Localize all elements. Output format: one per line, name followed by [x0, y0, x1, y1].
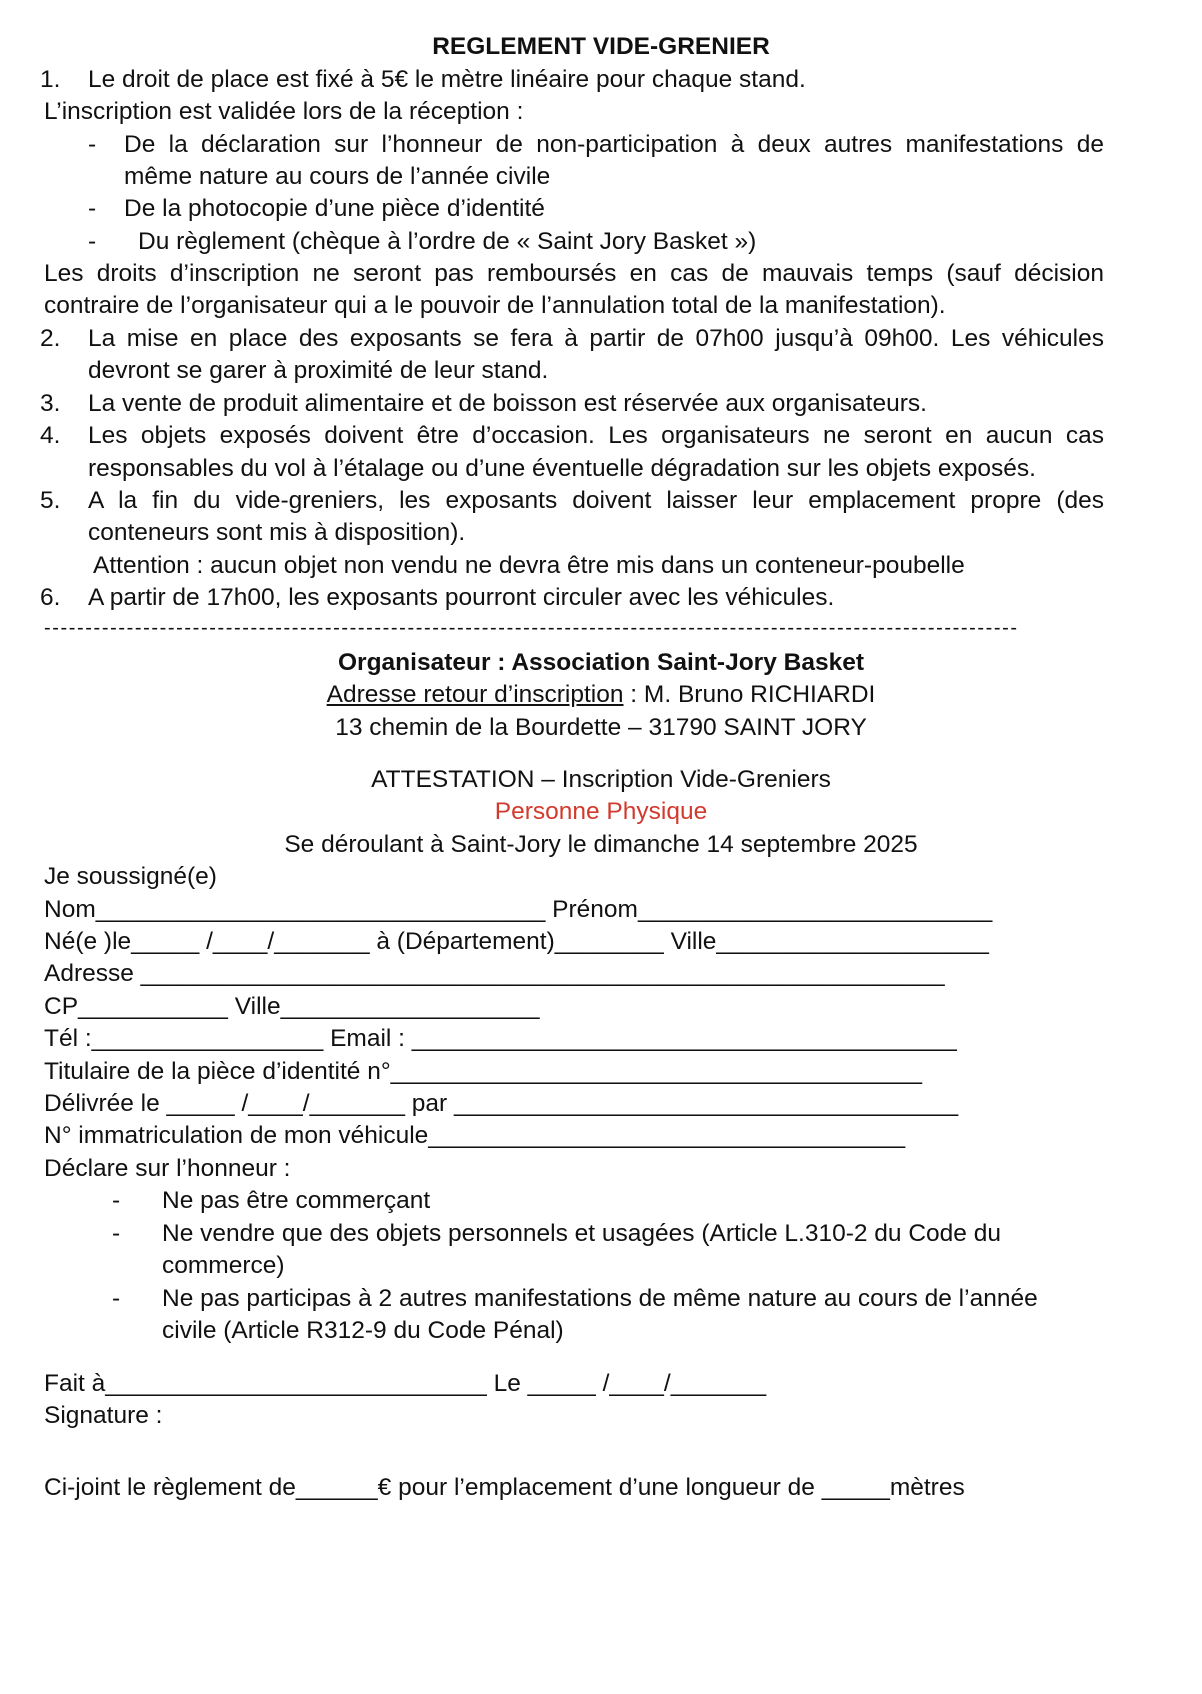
cut-separator: ----------------------------------------------------------------------------------------------------------------------	[44, 617, 1019, 639]
bullet-dash: -	[112, 1220, 121, 1247]
bullet-dash: -	[88, 131, 97, 158]
inscription-intro: L’inscription est validée lors de la réception :	[44, 98, 524, 125]
tel-email-field[interactable]: Tél :_________________ Email : ________________________________________	[44, 1025, 957, 1052]
rule-3-text: La vente de produit alimentaire et de boisson est réservée aux organisateurs.	[88, 390, 927, 417]
remboursement-text: contraire de l’organisateur qui a le pouvoir de l’annulation total de la manifestation).	[44, 292, 946, 319]
rule-6	[40, 582, 834, 614]
rule-5-text: conteneurs sont mis à disposition).	[88, 519, 466, 546]
piece-item	[88, 129, 124, 161]
naissance-field[interactable]: Né(e )le_____ /____/_______ à (Département)________ Ville____________________	[44, 928, 989, 955]
declare-label: Déclare sur l’honneur :	[44, 1155, 291, 1182]
immatriculation-field[interactable]: N° immatriculation de mon véhicule___________________________________	[44, 1122, 906, 1149]
attestation-title: ATTESTATION – Inscription Vide-Greniers	[371, 766, 831, 793]
piece-identite-field[interactable]: Titulaire de la pièce d’identité n°_______________________________________	[44, 1058, 923, 1085]
signature-label: Signature :	[44, 1402, 163, 1429]
rule-5-attention: Attention : aucun objet non vendu ne devra être mis dans un conteneur-poubelle	[93, 552, 965, 579]
declaration-text: Ne pas participas à 2 autres manifestations de même nature au cours de l’année	[162, 1285, 1038, 1312]
adresse-label: Adresse retour d’inscription	[326, 681, 624, 708]
adresse-retour	[0, 679, 1202, 711]
rule-4-number: 4.	[40, 422, 61, 449]
organisateur-title: Organisateur : Association Saint-Jory Basket	[338, 649, 864, 676]
soussigne-label: Je soussigné(e)	[44, 863, 217, 890]
piece-item-text: De la déclaration sur l’honneur de non-participation à deux autres manifestations de	[124, 131, 1104, 158]
declaration-item	[112, 1185, 430, 1217]
piece-item-text: De la photocopie d’une pièce d’identité	[124, 195, 545, 222]
adresse-name: : M. Bruno RICHIARDI	[623, 681, 876, 708]
rule-3-number: 3.	[40, 390, 61, 417]
rule-4-text: responsables du vol à l’étalage ou d’une éventuelle dégradation sur les objets exposés.	[88, 455, 1036, 482]
attestation-date: Se déroulant à Saint-Jory le dimanche 14 septembre 2025	[284, 831, 918, 858]
adresse-field[interactable]: Adresse ___________________________________________________________	[44, 960, 945, 987]
rule-6-number: 6.	[40, 584, 61, 611]
attestation-type: Personne Physique	[494, 798, 708, 825]
remboursement-text: Les droits d’inscription ne seront pas remboursés en cas de mauvais temps (sauf décision	[44, 260, 1104, 287]
cp-ville-field[interactable]: CP___________ Ville___________________	[44, 993, 540, 1020]
rule-2-number: 2.	[40, 325, 61, 352]
piece-item	[88, 226, 756, 258]
bullet-dash: -	[88, 195, 97, 222]
rule-5-number: 5.	[40, 487, 61, 514]
rule-1-text: Le droit de place est fixé à 5€ le mètre linéaire pour chaque stand.	[88, 66, 806, 93]
page-title: REGLEMENT VIDE-GRENIER	[432, 33, 770, 60]
declaration-text: civile (Article R312-9 du Code Pénal)	[162, 1317, 564, 1344]
rule-5-text: A la fin du vide-greniers, les exposants doivent laisser leur emplacement propre (des	[88, 487, 1104, 514]
reglement-montant-field[interactable]: Ci-joint le règlement de______€ pour l’emplacement d’une longueur de _____mètres	[44, 1474, 965, 1501]
declaration-item	[112, 1283, 1038, 1315]
piece-item-text: même nature au cours de l’année civile	[124, 163, 551, 190]
fait-a-field[interactable]: Fait à____________________________ Le _____ /____/_______	[44, 1370, 767, 1397]
rule-2-text: La mise en place des exposants se fera à partir de 07h00 jusqu’à 09h00. Les véhicules	[88, 325, 1104, 352]
nom-prenom-field[interactable]: Nom_________________________________ Prénom__________________________	[44, 896, 993, 923]
rule-6-text: A partir de 17h00, les exposants pourront circuler avec les véhicules.	[88, 584, 835, 611]
piece-item-text: Du règlement (chèque à l’ordre de « Saint Jory Basket »)	[138, 228, 757, 255]
declaration-text: Ne vendre que des objets personnels et usagées (Article L.310-2 du Code du	[162, 1220, 1001, 1247]
bullet-dash: -	[112, 1285, 121, 1312]
bullet-dash: -	[112, 1187, 121, 1214]
rule-2-text: devront se garer à proximité de leur stand.	[88, 357, 549, 384]
rule-4-text: Les objets exposés doivent être d’occasion. Les organisateurs ne seront en aucun cas	[88, 422, 1104, 449]
rule-1	[40, 64, 806, 96]
adresse-rue: 13 chemin de la Bourdette – 31790 SAINT JORY	[335, 714, 867, 741]
rule-1-number: 1.	[40, 66, 61, 93]
bullet-dash: -	[88, 228, 97, 255]
piece-item	[88, 193, 545, 225]
declaration-item	[112, 1218, 1001, 1250]
declaration-text: Ne pas être commerçant	[162, 1187, 431, 1214]
delivree-field[interactable]: Délivrée le _____ /____/_______ par _____________________________________	[44, 1090, 959, 1117]
rule-3	[40, 388, 927, 420]
declaration-text: commerce)	[162, 1252, 285, 1279]
